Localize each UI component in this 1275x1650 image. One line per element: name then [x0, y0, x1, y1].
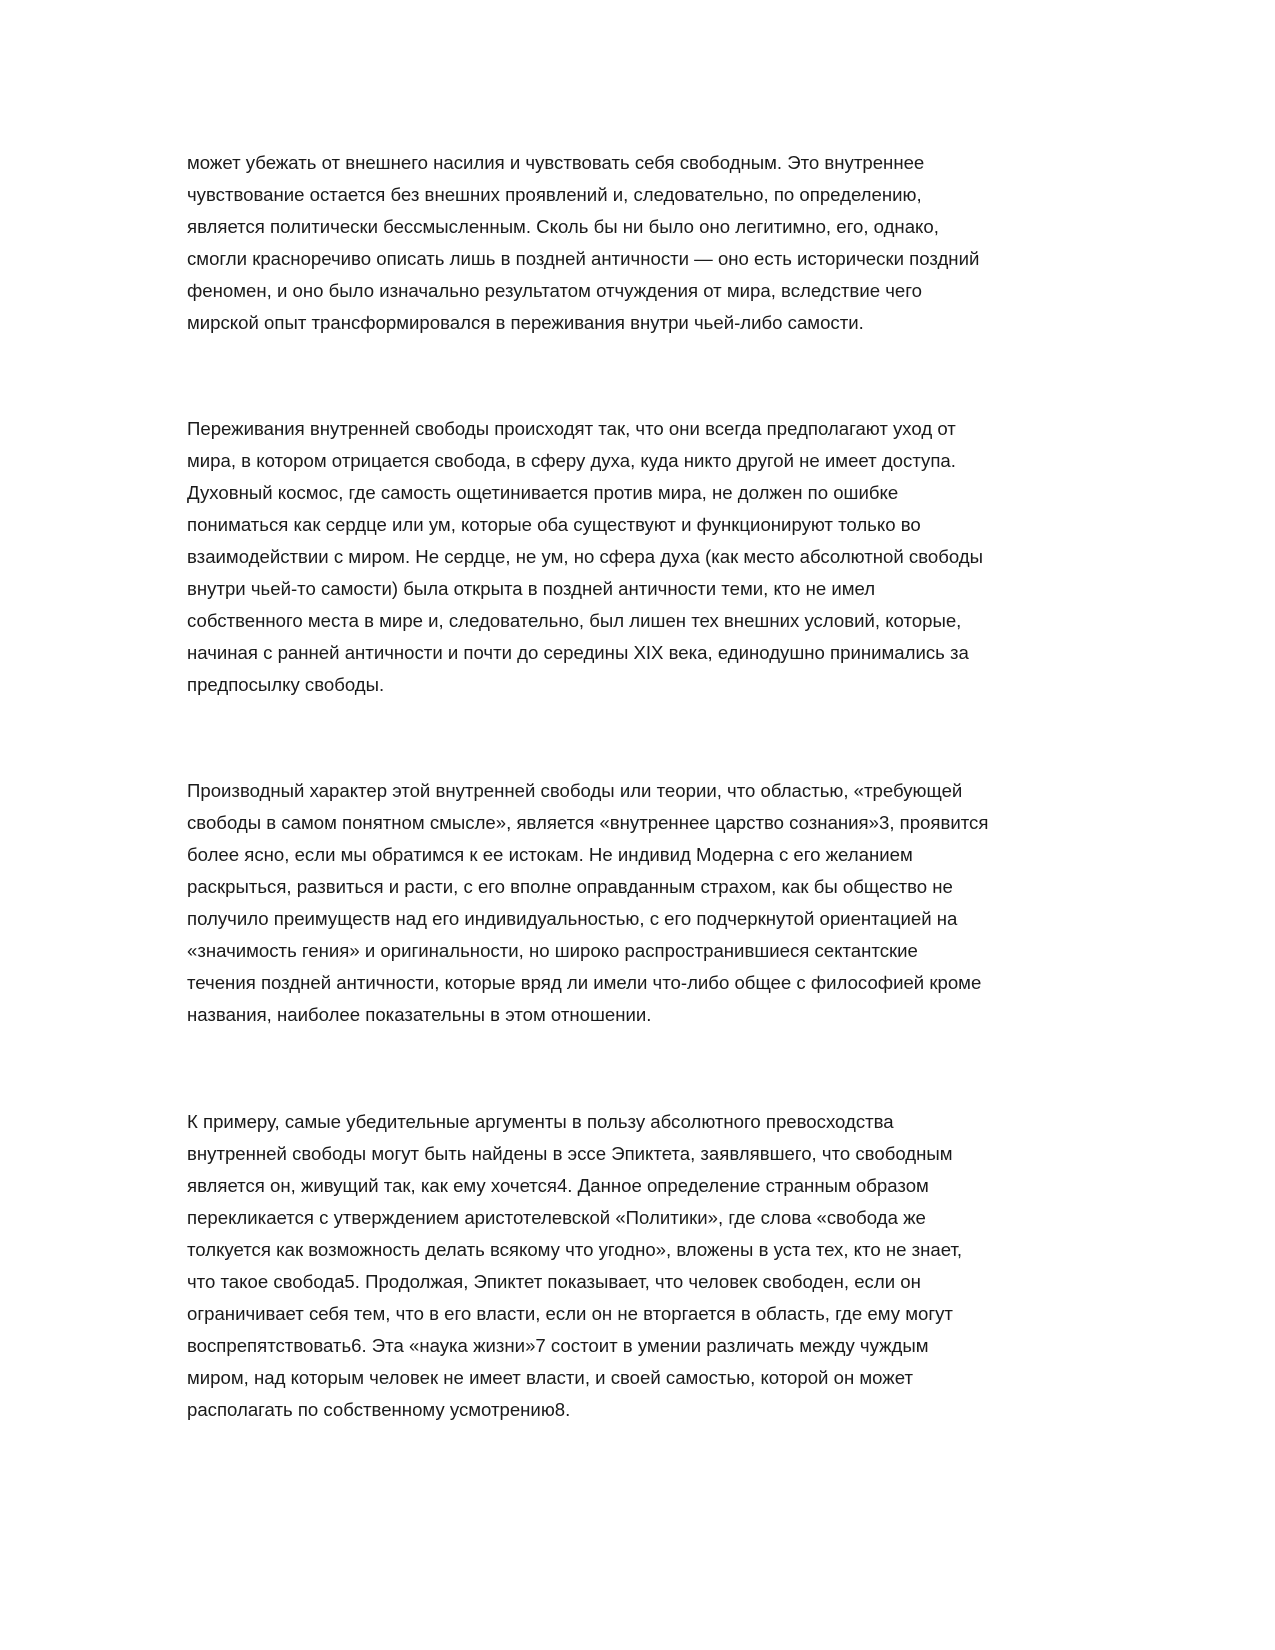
text-line: является политически бессмысленным. Сколь бы ни было оно легитимно, его, однако, [187, 216, 939, 237]
text-line: смогли красноречиво описать лишь в поздней античности — оно есть исторически поздний [187, 248, 980, 269]
text-line: феномен, и оно было изначально результатом отчуждения от мира, вследствие чего [187, 280, 922, 301]
text-line: внутри чьей-то самости) была открыта в поздней античности теми, кто не имел [187, 578, 876, 599]
text-line: свободы в самом понятном смысле», является «внутреннее царство сознания»3, проявится [187, 812, 989, 833]
text-line: получило преимуществ над его индивидуальностью, с его подчеркнутой ориентацией на [187, 908, 958, 929]
text-line: является он, живущий так, как ему хочется4. Данное определение странным образом [187, 1175, 929, 1196]
text-line: может убежать от внешнего насилия и чувствовать себя свободным. Это внутреннее [187, 152, 925, 173]
text-line: ограничивает себя тем, что в его власти, если он не вторгается в область, где ему могут [187, 1303, 953, 1324]
text-line: перекликается с утверждением аристотелевской «Политики», где слова «свобода же [187, 1207, 926, 1228]
text-line: миром, над которым человек не имеет власти, и своей самостью, которой он может [187, 1367, 913, 1388]
text-line: Духовный космос, где самость ощетинивается против мира, не должен по ошибке [187, 482, 899, 503]
text-line: собственного места в мире и, следовательно, был лишен тех внешних условий, которые, [187, 610, 962, 631]
text-line: Производный характер этой внутренней свободы или теории, что областью, «требующей [187, 780, 963, 801]
text-line: Переживания внутренней свободы происходят так, что они всегда предполагают уход от [187, 418, 956, 439]
paragraph [187, 413, 1087, 701]
text-line: мирской опыт трансформировался в переживания внутри чьей-либо самости. [187, 312, 864, 333]
text-line: что такое свобода5. Продолжая, Эпиктет показывает, что человек свободен, если он [187, 1271, 921, 1292]
text-line: взаимодействии с миром. Не сердце, не ум, но сфера духа (как место абсолютной свободы [187, 546, 983, 567]
text-line: более ясно, если мы обратимся к ее истокам. Не индивид Модерна с его желанием [187, 844, 913, 865]
text-line: внутренней свободы могут быть найдены в эссе Эпиктета, заявлявшего, что свободным [187, 1143, 953, 1164]
text-line: толкуется как возможность делать всякому что угодно», вложены в уста тех, кто не знает, [187, 1239, 963, 1260]
paragraph [187, 775, 1087, 1031]
text-line: раскрыться, развиться и расти, с его вполне оправданным страхом, как бы общество не [187, 876, 953, 897]
text-line: течения поздней античности, которые вряд ли имели что-либо общее с философией кроме [187, 972, 982, 993]
text-line: воспрепятствовать6. Эта «наука жизни»7 состоит в умении различать между чуждым [187, 1335, 929, 1356]
text-line: пониматься как сердце или ум, которые оба существуют и функционируют только во [187, 514, 921, 535]
text-line: мира, в котором отрицается свобода, в сферу духа, куда никто другой не имеет доступа. [187, 450, 956, 471]
paragraph [187, 1106, 1087, 1426]
text-line: «значимость гения» и оригинальности, но широко распространившиеся сектантские [187, 940, 918, 961]
text-line: чувствование остается без внешних проявлений и, следовательно, по определению, [187, 184, 922, 205]
text-line: располагать по собственному усмотрению8. [187, 1399, 571, 1420]
paragraph [187, 147, 1087, 339]
text-line: названия, наиболее показательны в этом отношении. [187, 1004, 652, 1025]
text-line: предпосылку свободы. [187, 674, 385, 695]
text-line: К примеру, самые убедительные аргументы в пользу абсолютного превосходства [187, 1111, 894, 1132]
text-line: начиная с ранней античности и почти до середины XIX века, единодушно принимались за [187, 642, 969, 663]
